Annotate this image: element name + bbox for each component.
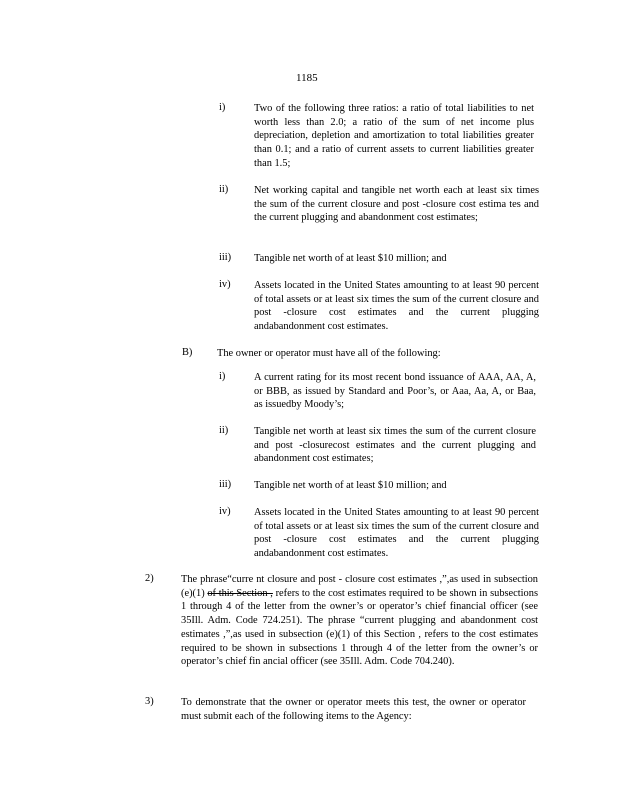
- list-marker: i): [219, 102, 226, 113]
- paragraph-marker: 3): [145, 696, 154, 707]
- paragraph-marker: 2): [145, 573, 154, 584]
- list-marker: iii): [219, 252, 232, 263]
- list-item-text: Assets located in the United States amounting to at least 90 percent of total assets or at least six times the sum of the current closure and post -closure cost estimates and the current plugging andabandonment cost estimates.: [254, 280, 539, 333]
- list-item-text: Net working capital and tangible net worth each at least six times the sum of the current closure and post -closure cost estima tes and the current plugging and abandonment cost estimates;: [254, 185, 539, 224]
- list-item-text: A current rating for its most recent bond issuance of AAA, AA, A, or BBB, as issued by Standard and Poor’s, or Aaa, Aa, A, or Baa, as issuedby Moody’s;: [254, 372, 536, 411]
- list-marker: iv): [219, 506, 231, 517]
- list-marker: ii): [219, 184, 229, 195]
- list-item-text: Tangible net worth at least six times the sum of the current closure and post -closurecost estimates and the current plugging and abandonment cost estimates;: [254, 426, 536, 465]
- list-marker: iii): [219, 479, 232, 490]
- section-text: The owner or operator must have all of the following:: [217, 348, 441, 359]
- paragraph-text-end: refers to the cost estimates required to be shown in subsections 1 through 4 of the letter from the owner’s or operator’s chief financial officer (see 35Ill. Adm. Code 724.251). The phrase “current plugging and abandonment cost estimates ,”,as used in subsection (e)(1) of this Section , refers to the cost estimates required to be shown in subsections 1 through 4 of the letter from the owner’s or operator’s chief fin ancial officer (see 35Ill. Adm. Code 704.240).: [181, 587, 538, 668]
- page-number: 1185: [296, 72, 318, 84]
- paragraph-text-start: The phrase“curre nt closure and post - closure cost estimates ,”,as used in subsection (e)(1): [181, 574, 538, 599]
- struck-text: of this Section ,: [207, 587, 273, 599]
- list-item-text: Tangible net worth of at least $10 million; and: [254, 253, 447, 264]
- list-marker: i): [219, 371, 226, 382]
- list-item-text: Assets located in the United States amounting to at least 90 percent of total assets or at least six times the sum of the current closure and post -closure cost estimates and the current plugging andabandonment cost estimates.: [254, 507, 539, 560]
- list-item-text: Two of the following three ratios: a ratio of total liabilities to net worth less than 2.0; a ratio of the sum of net income plus depreciation, depletion and amortization to total liabilities greater than 0.1; and a ratio of current assets to current liabilities greater than 1.5;: [254, 103, 534, 169]
- section-marker: B): [182, 347, 193, 358]
- list-marker: ii): [219, 425, 229, 436]
- paragraph-text: [181, 573, 538, 669]
- list-item-text: Tangible net worth of at least $10 million; and: [254, 480, 447, 491]
- paragraph-text: To demonstrate that the owner or operator meets this test, the owner or operator must submit each of the following items to the Agency:: [181, 697, 526, 722]
- list-marker: iv): [219, 279, 231, 290]
